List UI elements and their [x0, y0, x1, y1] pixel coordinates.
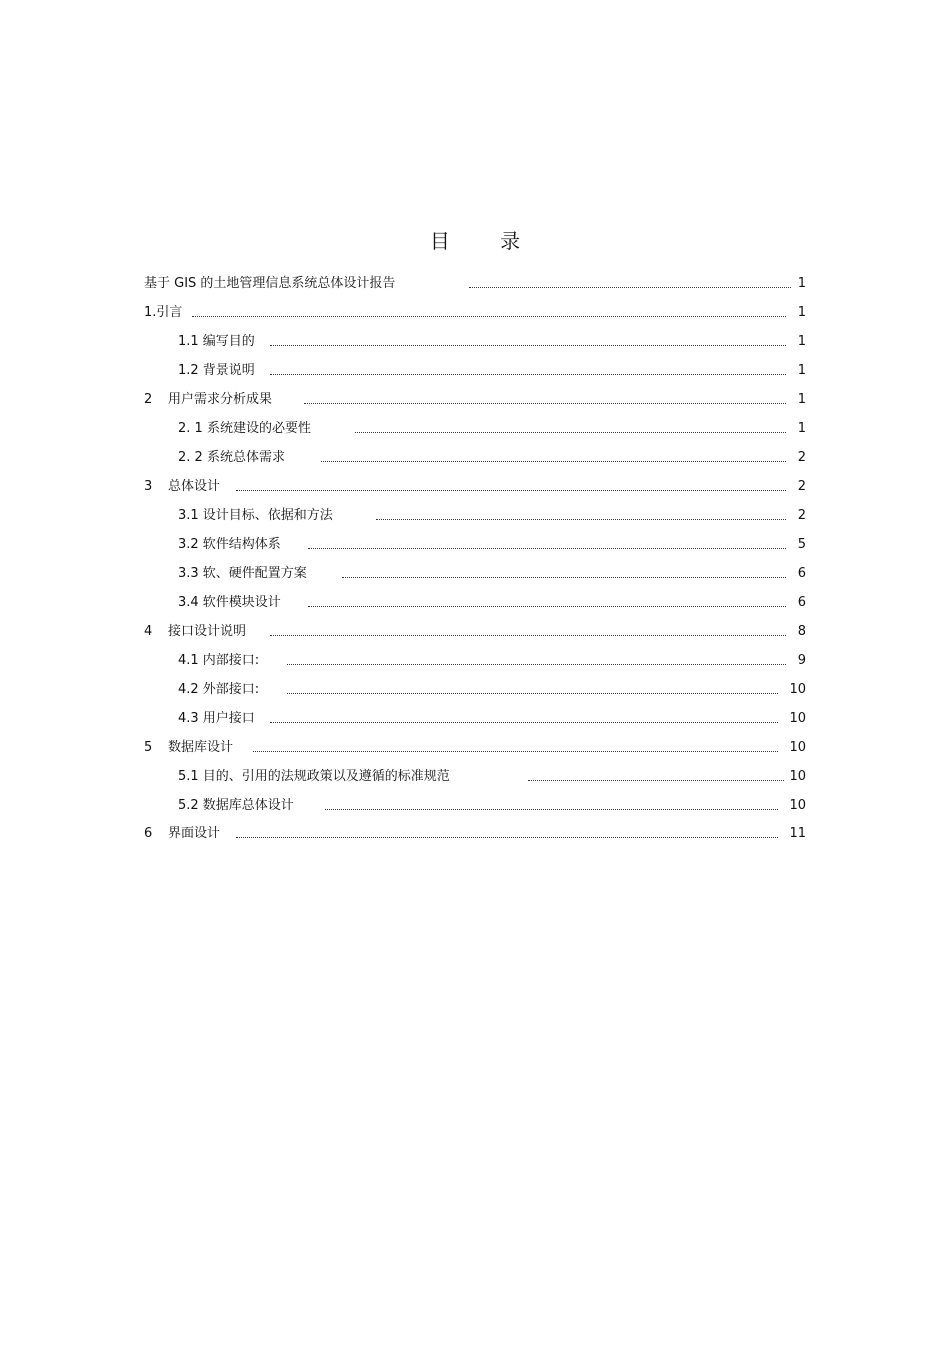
- toc-entry-label: 3.2 软件结构体系: [178, 537, 281, 552]
- toc-entry-label: 数据库设计: [168, 740, 234, 755]
- toc-leader-dots: [321, 461, 786, 462]
- toc-entry[interactable]: [178, 448, 806, 468]
- toc-leader-dots: [325, 809, 778, 810]
- toc-entry[interactable]: [178, 419, 806, 439]
- toc-page-number: 9: [797, 653, 806, 668]
- toc-page-number: 8: [797, 624, 806, 639]
- toc-entry[interactable]: [178, 593, 806, 613]
- toc-page-number: 10: [789, 711, 806, 726]
- toc-leader-dots: [308, 548, 786, 549]
- toc-page-number: 1: [797, 276, 806, 291]
- toc-page-number: 6: [797, 595, 806, 610]
- toc-entry-label: 5.2 数据库总体设计: [178, 798, 294, 813]
- toc-leader-dots: [308, 606, 786, 607]
- toc-entry[interactable]: [178, 796, 806, 816]
- toc-entry[interactable]: [178, 680, 806, 700]
- toc-entry-label: 3.3 软、硬件配置方案: [178, 566, 307, 581]
- toc-page-number: 11: [789, 826, 806, 841]
- toc-leader-dots: [236, 837, 778, 838]
- toc-entry-label: 4.1 内部接口:: [178, 653, 260, 668]
- toc-entry[interactable]: [144, 477, 806, 497]
- toc-entry[interactable]: [178, 535, 806, 555]
- toc-page-number: 10: [789, 798, 806, 813]
- toc-entry-label: 3.1 设计目标、依据和方法: [178, 508, 333, 523]
- toc-entry-label: 基于 GIS 的土地管理信息系统总体设计报告: [144, 276, 396, 291]
- toc-entry-label: 界面设计: [168, 826, 221, 841]
- toc-entry-label: 3.4 软件模块设计: [178, 595, 281, 610]
- toc-entry-label: 1.1 编写目的: [178, 334, 255, 349]
- toc-page-number: 1: [797, 421, 806, 436]
- toc-entry-label: 1.引言: [144, 305, 183, 320]
- toc-chapter-number: 3: [144, 479, 153, 494]
- toc-leader-dots: [287, 693, 778, 694]
- toc-page-number: 2: [797, 479, 806, 494]
- toc-leader-dots: [270, 722, 778, 723]
- toc-leader-dots: [528, 780, 784, 781]
- toc-leader-dots: [270, 374, 786, 375]
- toc-leader-dots: [304, 403, 786, 404]
- toc-page-number: 10: [789, 769, 806, 784]
- toc-entry[interactable]: [178, 709, 806, 729]
- toc-leader-dots: [192, 316, 786, 317]
- toc-entry[interactable]: [144, 303, 806, 323]
- toc-page-number: 2: [797, 508, 806, 523]
- toc-leader-dots: [469, 287, 791, 288]
- toc-leader-dots: [287, 664, 786, 665]
- toc-entry-label: 接口设计说明: [168, 624, 247, 639]
- toc-page-number: 1: [797, 363, 806, 378]
- toc-entry-label: 总体设计: [168, 479, 221, 494]
- toc-title: 目 录: [429, 229, 543, 253]
- toc-leader-dots: [270, 635, 786, 636]
- toc-entry[interactable]: [144, 274, 806, 294]
- toc-entry[interactable]: [144, 390, 806, 410]
- toc-page-number: 2: [797, 450, 806, 465]
- toc-entry[interactable]: [178, 332, 806, 352]
- toc-entry-label: 4.2 外部接口:: [178, 682, 260, 697]
- toc-entry[interactable]: [144, 738, 806, 758]
- toc-entry-label: 5.1 目的、引用的法规政策以及遵循的标准规范: [178, 769, 450, 784]
- toc-page-number: 1: [797, 334, 806, 349]
- toc-entry[interactable]: [178, 564, 806, 584]
- toc-entry-label: 用户需求分析成果: [168, 392, 273, 407]
- toc-entry-label: 4.3 用户接口: [178, 711, 255, 726]
- toc-leader-dots: [355, 432, 786, 433]
- toc-page-number: 10: [789, 682, 806, 697]
- toc-entry[interactable]: [144, 824, 806, 844]
- toc-leader-dots: [236, 490, 786, 491]
- toc-entry[interactable]: [178, 506, 806, 526]
- toc-chapter-number: 2: [144, 392, 153, 407]
- toc-entry[interactable]: [178, 651, 806, 671]
- toc-chapter-number: 4: [144, 624, 153, 639]
- toc-chapter-number: 5: [144, 740, 153, 755]
- toc-page-number: 5: [797, 537, 806, 552]
- toc-page-number: 1: [797, 305, 806, 320]
- toc-leader-dots: [253, 751, 778, 752]
- toc-page-number: 1: [797, 392, 806, 407]
- toc-leader-dots: [376, 519, 786, 520]
- toc-chapter-number: 6: [144, 826, 153, 841]
- toc-leader-dots: [270, 345, 786, 346]
- toc-page-number: 10: [789, 740, 806, 755]
- toc-entry[interactable]: [178, 767, 806, 787]
- toc-page-number: 6: [797, 566, 806, 581]
- toc-entry-label: 2. 1 系统建设的必要性: [178, 421, 311, 436]
- toc-leader-dots: [342, 577, 786, 578]
- toc-entry-label: 1.2 背景说明: [178, 363, 255, 378]
- toc-entry-label: 2. 2 系统总体需求: [178, 450, 285, 465]
- toc-entry[interactable]: [178, 361, 806, 381]
- toc-entry[interactable]: [144, 622, 806, 642]
